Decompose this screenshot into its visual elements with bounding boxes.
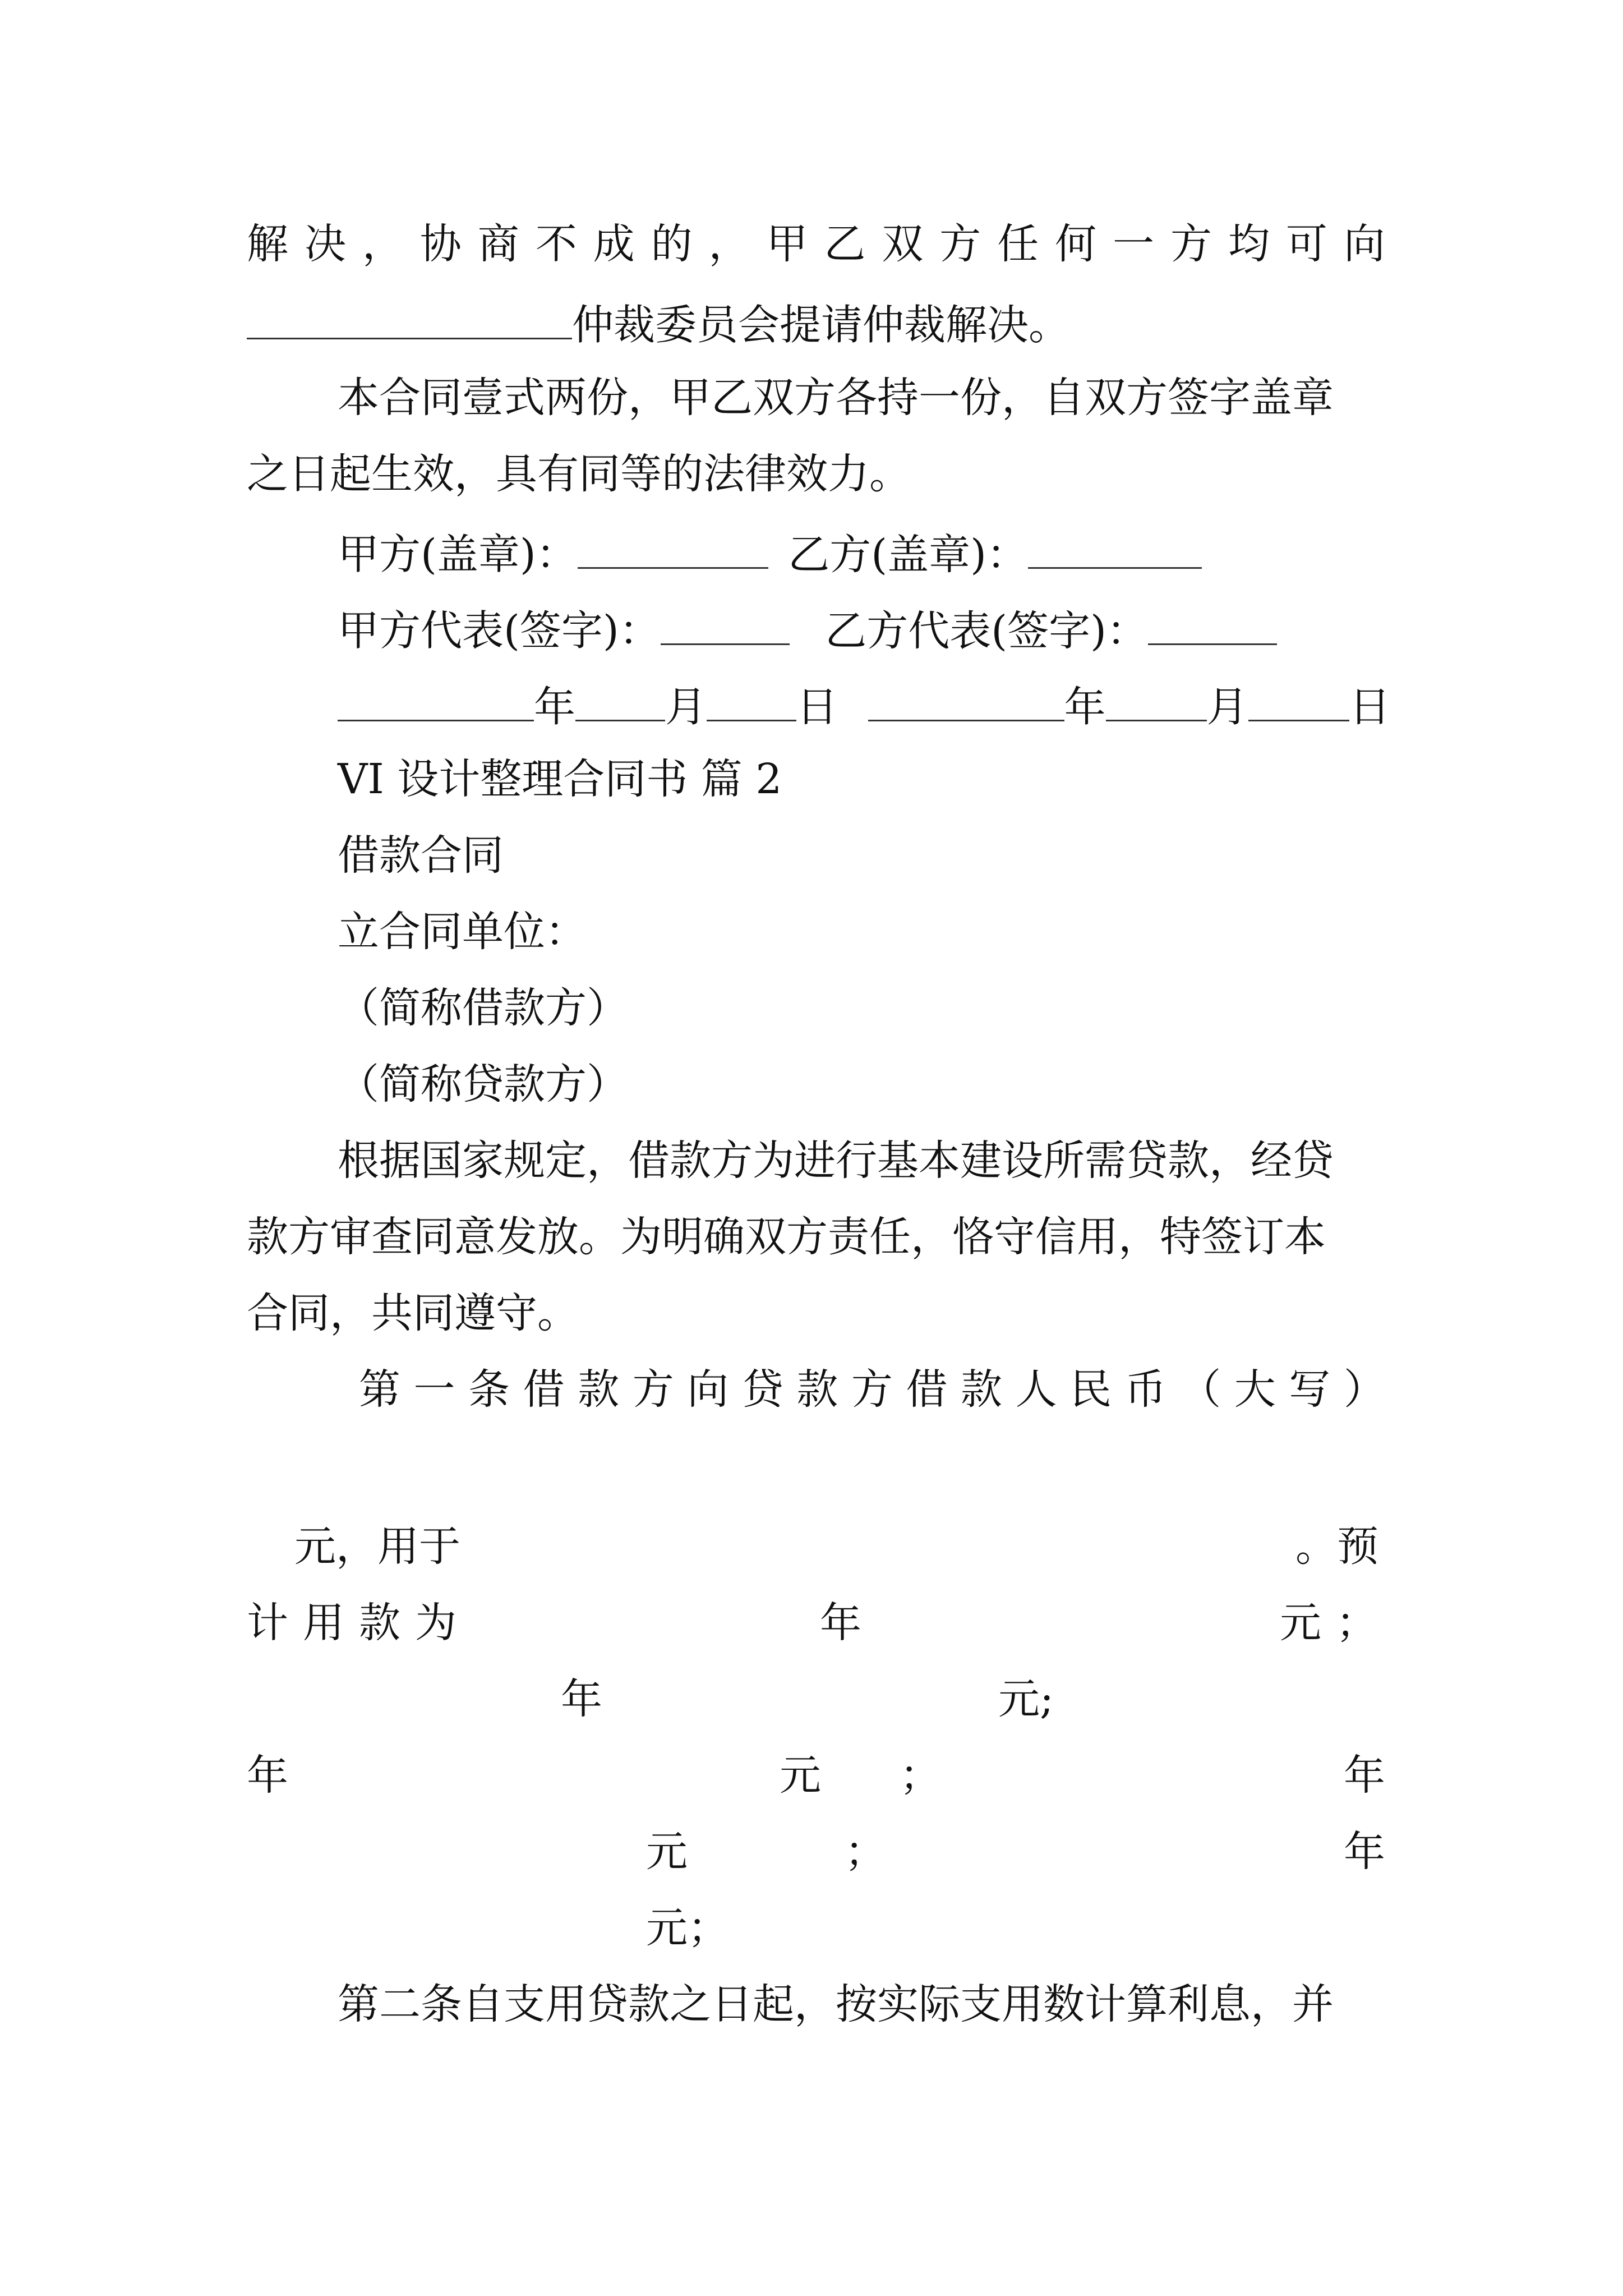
text: 计用款为 [247, 1599, 471, 1647]
para-line [247, 300, 1070, 349]
text: 元； [1280, 1599, 1392, 1647]
blank-underline [661, 606, 790, 645]
char: 向 [1343, 220, 1385, 268]
char: ） [1343, 1365, 1385, 1414]
para-line [338, 908, 587, 956]
year-label: 年 [1344, 1751, 1385, 1800]
para-line [338, 374, 1334, 422]
party-a-rep-label: 甲方代表(签字)： [338, 606, 661, 655]
char: ， [362, 220, 404, 268]
year-label: 年 [820, 1599, 861, 1647]
blank-underline [247, 300, 572, 339]
char: ， [708, 220, 750, 268]
blank-underline [1248, 682, 1349, 721]
text: 仲裁委员会提请仲裁解决。 [572, 301, 1070, 349]
text: 借款合同 [338, 831, 504, 880]
char: 决 [304, 220, 346, 268]
text: 第二条自支用贷款之日起，按实际支用数计算利息，并 [338, 1980, 1334, 2028]
char: 方 [632, 1365, 674, 1414]
blank-underline [338, 682, 534, 721]
char: 解 [247, 220, 288, 268]
char: 双 [882, 220, 924, 268]
signature-line [338, 530, 1202, 579]
char: 方 [1170, 220, 1212, 268]
text: 本合同壹式两份，甲乙双方各持一份，自双方签字盖章 [338, 374, 1334, 422]
year-label: 年 [1344, 1828, 1385, 1876]
text: 元; [998, 1675, 1054, 1723]
char: 第 [359, 1365, 400, 1414]
text: 元，用于 [294, 1522, 460, 1571]
text: 。预 [1295, 1522, 1378, 1571]
char: 商 [477, 220, 519, 268]
para-line [247, 450, 911, 498]
yuan-label: 元； [780, 1751, 1020, 1800]
para-line [247, 1213, 1326, 1261]
blank-underline [707, 682, 796, 721]
month-label: 月 [665, 683, 707, 731]
text: 根据国家规定，借款方为进行基本建设所需贷款，经贷 [338, 1137, 1334, 1185]
para-line [338, 1137, 1334, 1185]
char: 借 [523, 1365, 565, 1414]
blank-underline [578, 530, 768, 569]
blank-underline [1028, 530, 1202, 569]
month-label: 月 [1206, 683, 1248, 731]
text: 合同，共同遵守。 [247, 1289, 579, 1337]
char: 不 [535, 220, 577, 268]
char: 均 [1228, 220, 1270, 268]
char: 币 [1124, 1365, 1166, 1414]
text: 款方审查同意发放。为明确双方责任，恪守信用，特签订本 [247, 1213, 1326, 1261]
blank-underline [575, 682, 665, 721]
char: 的 [651, 220, 693, 268]
signature-line [338, 606, 1277, 655]
para-line [338, 984, 628, 1032]
party-b-rep-label: 乙方代表(签字)： [825, 606, 1149, 655]
blank-underline [868, 682, 1064, 721]
char: 方 [939, 220, 981, 268]
yuan-label: 元； [646, 1828, 1043, 1876]
char: 协 [419, 220, 462, 268]
contract-title [338, 831, 504, 880]
day-label: 日 [796, 683, 838, 731]
text: （简称借款方） [338, 984, 628, 1032]
blank-underline [1148, 606, 1277, 645]
char: 乙 [824, 220, 866, 268]
char: 甲 [766, 220, 808, 268]
char: 人 [1015, 1365, 1057, 1414]
text: 立合同单位： [338, 908, 587, 956]
yuan-label: 元； [646, 1904, 729, 1952]
year-label: 年 [534, 683, 575, 731]
year-label: 年 [561, 1675, 602, 1723]
para-line [247, 220, 1385, 268]
party-a-seal-label: 甲方(盖章)： [338, 530, 578, 579]
char: 何 [1055, 220, 1097, 268]
char: 一 [413, 1365, 455, 1414]
char: 可 [1285, 220, 1327, 268]
char: 方 [851, 1365, 893, 1414]
text: 之日起生效，具有同等的法律效力。 [247, 450, 911, 498]
section-heading [338, 755, 782, 803]
char: 款 [796, 1365, 838, 1414]
year-label: 年 [247, 1751, 288, 1800]
party-b-seal-label: 乙方(盖章)： [788, 530, 1029, 579]
para-line [359, 1365, 1385, 1414]
para-line [247, 1289, 579, 1337]
char: 贷 [741, 1365, 783, 1414]
char: 成 [593, 220, 635, 268]
date-line [338, 682, 1391, 731]
para-line [338, 1060, 628, 1108]
char: 借 [906, 1365, 948, 1414]
blank-underline [1106, 682, 1207, 721]
day-label: 日 [1349, 683, 1391, 731]
para-line [338, 1980, 1334, 2028]
year-label: 年 [1064, 683, 1106, 731]
char: 大 [1234, 1365, 1276, 1414]
char: 民 [1070, 1365, 1112, 1414]
text: （简称贷款方） [338, 1060, 628, 1108]
char: 款 [961, 1365, 1003, 1414]
char: 条 [468, 1365, 510, 1414]
char: （ [1179, 1365, 1221, 1414]
char: 写 [1289, 1365, 1331, 1414]
text: VI 设计整理合同书 篇 2 [338, 755, 782, 803]
char: 一 [1113, 220, 1155, 268]
char: 款 [578, 1365, 620, 1414]
char: 任 [997, 220, 1039, 268]
char: 向 [687, 1365, 729, 1414]
